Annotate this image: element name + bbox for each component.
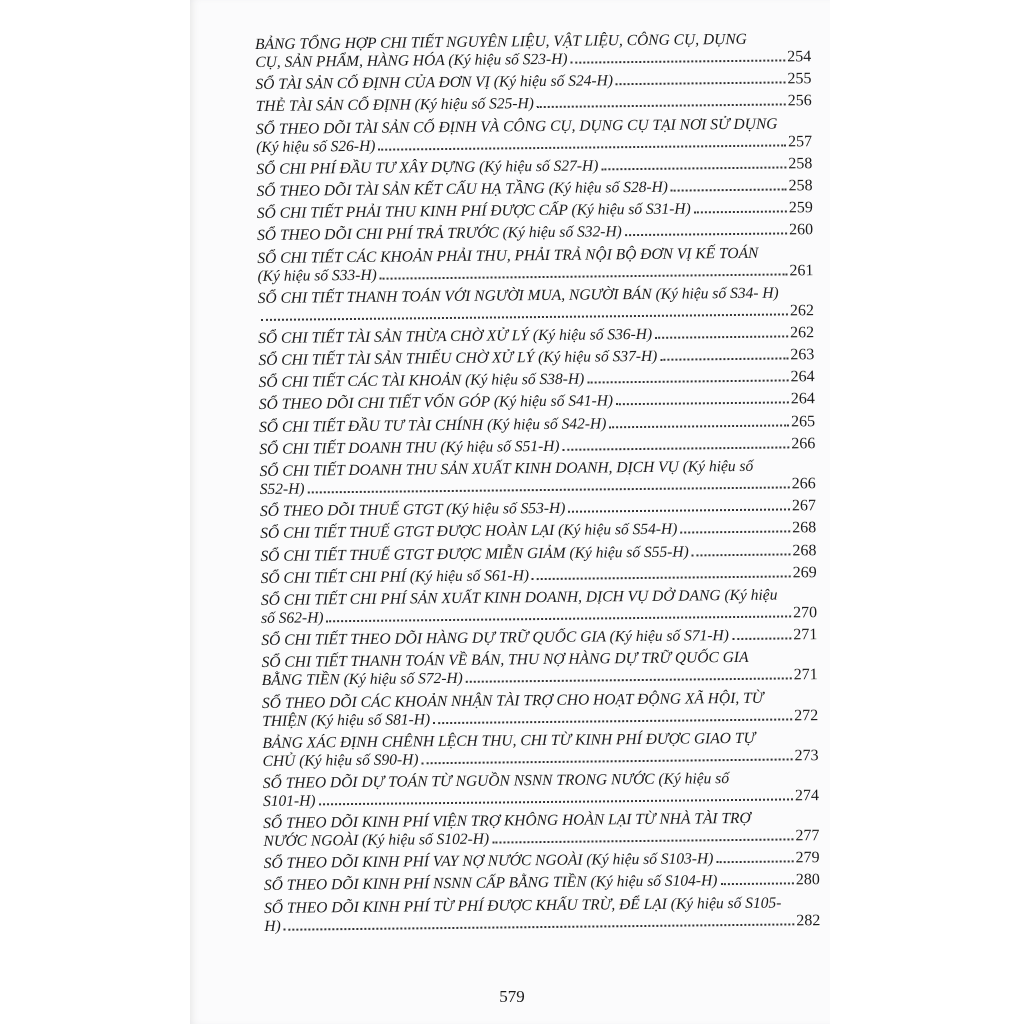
toc-page-ref: 269 <box>792 563 817 582</box>
toc-entry-title: SỔ CHI TIẾT CHI PHÍ (Ký hiệu số S61-H) <box>260 566 530 587</box>
toc-page-ref: 268 <box>792 519 817 537</box>
dot-leader <box>616 82 786 86</box>
toc-entry-title: THẺ TÀI SẢN CỐ ĐỊNH (Ký hiệu số S25-H) <box>255 95 534 116</box>
toc-entry <box>259 391 815 415</box>
toc-page-ref: 262 <box>790 324 815 342</box>
dot-leader <box>308 486 790 493</box>
toc-entry-title: SỔ THEO DÕI CHI PHÍ TRẢ TRƯỚC (Ký hiệu số S32-H) <box>257 223 622 245</box>
toc-entry-line <box>256 155 812 179</box>
toc-page-ref: 280 <box>795 871 820 889</box>
dot-leader <box>587 380 788 384</box>
dot-leader <box>327 615 792 622</box>
toc-entry <box>262 729 818 771</box>
toc-entry-title: SỔ THEO DÕI CHI TIẾT VỐN GÓP (Ký hiệu số S41-H) <box>258 392 614 414</box>
toc-entry <box>260 520 816 544</box>
dot-leader <box>655 335 788 338</box>
toc-entry <box>261 648 817 690</box>
toc-entry-line <box>259 391 815 415</box>
dot-leader <box>284 923 795 930</box>
toc-entry-line <box>261 626 817 650</box>
toc-entry-line <box>260 520 816 544</box>
toc-entry-line <box>264 872 820 896</box>
toc-entry-title: SỔ CHI TIẾT DOANH THU SẢN XUẤT KINH DOANH, DỊCH VỤ (Ký hiệu số <box>259 457 754 480</box>
toc-entry <box>263 769 819 811</box>
toc-entry-title: SỔ CHI TIẾT THANH TOÁN VỀ BÁN, THU NỢ HÀNG DỰ TRỮ QUỐC GIA <box>261 649 749 672</box>
toc-entry-title: H) <box>264 917 281 935</box>
toc-page-ref: 260 <box>788 221 814 239</box>
toc-page-ref: 277 <box>795 827 820 845</box>
dot-leader <box>492 838 793 843</box>
toc-entry <box>263 809 819 851</box>
dot-leader <box>532 575 791 580</box>
toc-entry-title: THIỆN (Ký hiệu số S81-H) <box>262 710 431 730</box>
toc-entry-title: SỔ CHI TIẾT THUẾ GTGT ĐƯỢC MIỄN GIẢM (Ký hiệu số S55-H) <box>260 543 689 565</box>
toc-entry-title: SỔ CHI TIẾT THEO DÕI HÀNG DỰ TRỮ QUỐC GIA (Ký hiệu số S71-H) <box>261 627 729 650</box>
toc-page-ref: 274 <box>794 787 820 805</box>
toc-entry-title: SỔ THEO DÕI KINH PHÍ TỪ PHÍ ĐƯỢC KHẤU TRỪ, ĐỂ LẠI (Ký hiệu số S105- <box>264 894 782 917</box>
toc-entry <box>255 30 811 72</box>
toc-page-ref: 261 <box>789 261 814 279</box>
toc-entry-line <box>257 199 813 223</box>
toc-entry-line <box>260 542 816 566</box>
toc-page-ref: 270 <box>792 604 818 622</box>
toc-page-ref: 271 <box>793 666 818 684</box>
toc-page-ref: 254 <box>787 48 812 66</box>
toc-entry <box>256 155 812 179</box>
toc-page-ref: 282 <box>796 911 821 930</box>
toc-entry-title: SỔ THEO DÕI CÁC KHOẢN NHẬN TÀI TRỢ CHO HOẠT ĐỘNG XÃ HỘI, TỪ <box>261 689 764 712</box>
toc-entry <box>257 199 813 223</box>
toc-entry-title: SỔ THEO DÕI TÀI SẢN KẾT CẤU HẠ TẦNG (Ký hiệu số S28-H) <box>256 178 669 200</box>
toc-entry-title: SỔ CHI TIẾT THANH TOÁN VỚI NGƯỜI MUA, NGƯỜI BÁN (Ký hiệu số S34- H) <box>257 284 779 307</box>
toc-entry-title: CỤ, SẢN PHẨM, HÀNG HÓA (Ký hiệu số S23-H) <box>255 50 568 71</box>
page-number: 579 <box>499 987 525 1006</box>
toc-entry-line <box>264 849 820 873</box>
toc-entry-title: SỔ THEO DÕI THUẾ GTGT (Ký hiệu số S53-H) <box>259 499 566 521</box>
toc-entry <box>261 586 817 628</box>
dot-leader <box>563 446 790 450</box>
dot-leader <box>694 211 787 214</box>
toc-page-ref: 258 <box>788 154 813 173</box>
toc-entry <box>257 221 813 245</box>
toc-entry-title: SỔ TÀI SẢN CỐ ĐỊNH CỦA ĐƠN VỊ (Ký hiệu số S24-H) <box>255 72 614 94</box>
toc-entry-title: BẢNG XÁC ĐỊNH CHÊNH LỆCH THU, CHI TỪ KINH PHÍ ĐƯỢC GIAO TỰ <box>262 729 756 752</box>
toc-page-ref: 262 <box>789 301 814 320</box>
dot-leader <box>732 638 791 641</box>
toc-entry-line <box>257 177 813 201</box>
toc-entry-title: SỔ CHI TIẾT DOANH THU (Ký hiệu số S51-H) <box>259 437 560 458</box>
toc-entry-line <box>259 435 815 459</box>
toc-entry-title: SỔ CHI TIẾT ĐẦU TƯ TÀI CHÍNH (Ký hiệu số S42-H) <box>259 414 607 436</box>
toc-entry-title: SỔ THEO DÕI DỰ TOÁN TỪ NGUỒN NSNN TRONG NƯỚC (Ký hiệu số <box>262 769 730 792</box>
toc-entry <box>264 872 820 896</box>
toc-page-ref: 272 <box>794 706 819 724</box>
toc-entry-title: NƯỚC NGOÀI (Ký hiệu số S102-H) <box>263 830 490 851</box>
toc-entry <box>259 368 815 392</box>
dot-leader <box>261 313 788 321</box>
toc-entry-title: SỔ THEO DÕI KINH PHÍ VAY NỢ NƯỚC NGOÀI (Ký hiệu số S103-H) <box>263 850 714 873</box>
toc-entry <box>260 497 816 521</box>
dot-leader <box>671 188 787 191</box>
toc-entry-title: SỔ CHI TIẾT CÁC TÀI KHOẢN (Ký hiệu số S38-H) <box>258 370 585 392</box>
toc-entry <box>261 626 817 650</box>
toc-entry <box>259 435 815 459</box>
dot-leader <box>571 59 786 63</box>
toc-page-ref: 259 <box>788 199 813 217</box>
dot-leader <box>421 758 792 764</box>
toc-entry <box>258 324 814 348</box>
toc-page-ref: 271 <box>793 626 818 644</box>
toc-page-ref: 263 <box>790 346 815 364</box>
toc-entry <box>257 177 813 201</box>
dot-leader <box>625 233 787 237</box>
toc-entry-title: SỔ CHI PHÍ ĐẦU TƯ XÂY DỰNG (Ký hiệu số S27-H) <box>256 157 599 178</box>
toc-entry-line <box>258 346 814 370</box>
toc-page-ref: 265 <box>790 412 816 431</box>
toc-entry <box>256 115 812 157</box>
dot-leader <box>680 531 790 534</box>
toc-entry <box>255 70 811 94</box>
toc-entry-title: S52-H) <box>259 480 305 498</box>
toc-entry-line <box>260 497 816 521</box>
dot-leader <box>466 678 792 683</box>
toc-entry-title: CHỦ (Ký hiệu số S90-H) <box>262 751 419 770</box>
toc-entry-title: SỔ CHI TIẾT CÁC KHOẢN PHẢI THU, PHẢI TRẢ NỘI BỘ ĐƠN VỊ KẾ TOÁN <box>257 244 759 267</box>
toc-entry-title: BẰNG TIỀN (Ký hiệu số S72-H) <box>261 670 463 690</box>
toc-page-ref: 266 <box>791 475 816 493</box>
toc-entry-line <box>256 93 812 117</box>
toc-entry-title: BẢNG TỔNG HỢP CHI TIẾT NGUYÊN LIỆU, VẬT LIỆU, CÔNG CỤ, DỤNG <box>255 30 747 53</box>
toc-page-ref: 273 <box>794 746 819 765</box>
toc-page-ref: 279 <box>795 849 820 867</box>
toc-page-ref: 257 <box>788 132 813 150</box>
toc-entry-title: SỔ CHI TIẾT PHẢI THU KINH PHÍ ĐƯỢC CẤP (Ký hiệu số S31-H) <box>256 200 691 223</box>
toc-entry-title: (Ký hiệu số S26-H) <box>256 137 376 156</box>
toc-page-ref: 258 <box>788 177 813 195</box>
toc-entry <box>257 244 813 286</box>
toc-entry-line <box>257 221 813 245</box>
toc-page-ref: 264 <box>790 390 815 408</box>
toc-entry-line <box>259 413 815 437</box>
toc-page-ref: 264 <box>790 368 815 386</box>
toc-entry-title: S101-H) <box>262 792 316 810</box>
dot-leader <box>537 104 786 109</box>
toc-entry <box>259 413 815 437</box>
dot-leader <box>380 273 788 279</box>
dot-leader <box>378 144 786 150</box>
toc-entry-title: SỔ CHI TIẾT TÀI SẢN THỪA CHỜ XỬ LÝ (Ký hiệu số S36-H) <box>258 325 653 347</box>
toc-entry <box>264 849 820 873</box>
dot-leader <box>720 883 794 886</box>
toc-page-ref: 267 <box>791 497 817 515</box>
toc-entry-line <box>261 564 817 588</box>
toc-entry-line <box>259 368 815 392</box>
toc-entry-title: SỔ CHI TIẾT CHI PHÍ SẢN XUẤT KINH DOANH, DỊCH VỤ DỞ DANG (Ký hiệu <box>260 586 778 609</box>
toc-entry-line <box>258 324 814 348</box>
toc-entry-title: SỔ THEO DÕI KINH PHÍ NSNN CẤP BẰNG TIỀN (Ký hiệu số S104-H) <box>263 872 718 895</box>
toc-entry-title: (Ký hiệu số S33-H) <box>257 266 377 285</box>
dot-leader <box>616 402 789 406</box>
dot-leader <box>319 798 793 805</box>
toc-entry <box>258 284 814 326</box>
toc-entry <box>258 346 814 370</box>
toc-entry-title: SỔ THEO DÕI TÀI SẢN CỐ ĐỊNH VÀ CÔNG CỤ, DỤNG CỤ TẠI NƠI SỬ DỤNG <box>255 115 778 138</box>
dot-leader <box>660 357 788 360</box>
dot-leader <box>609 424 789 428</box>
toc-page-ref: 256 <box>787 92 812 110</box>
dot-leader <box>433 718 792 724</box>
toc-entry <box>256 93 812 117</box>
toc-entry-title: SỔ CHI TIẾT THUẾ GTGT ĐƯỢC HOÀN LẠI (Ký hiệu số S54-H) <box>260 520 678 543</box>
toc-entry-title: SỔ CHI TIẾT TÀI SẢN THIẾU CHỜ XỬ LÝ (Ký hiệu số S37-H) <box>258 347 658 370</box>
toc-page-ref: 266 <box>791 434 816 453</box>
dot-leader <box>568 509 790 513</box>
toc-page-ref: 255 <box>787 70 812 88</box>
toc-entry <box>264 894 820 936</box>
toc-page-ref: 268 <box>792 541 817 559</box>
toc-entry <box>260 542 816 566</box>
toc-entry-title: số S62-H) <box>261 609 324 627</box>
toc-entry <box>259 457 815 499</box>
toc-entry <box>261 564 817 588</box>
dot-leader <box>716 861 793 864</box>
toc-entry <box>262 689 818 731</box>
dot-leader <box>692 553 791 556</box>
toc-entry-title: SỔ THEO DÕI KINH PHÍ VIỆN TRỢ KHÔNG HOÀN LẠI TỪ NHÀ TÀI TRỢ <box>263 809 751 833</box>
toc-entry-line <box>255 70 811 94</box>
dot-leader <box>601 166 786 170</box>
table-of-contents <box>255 30 820 940</box>
